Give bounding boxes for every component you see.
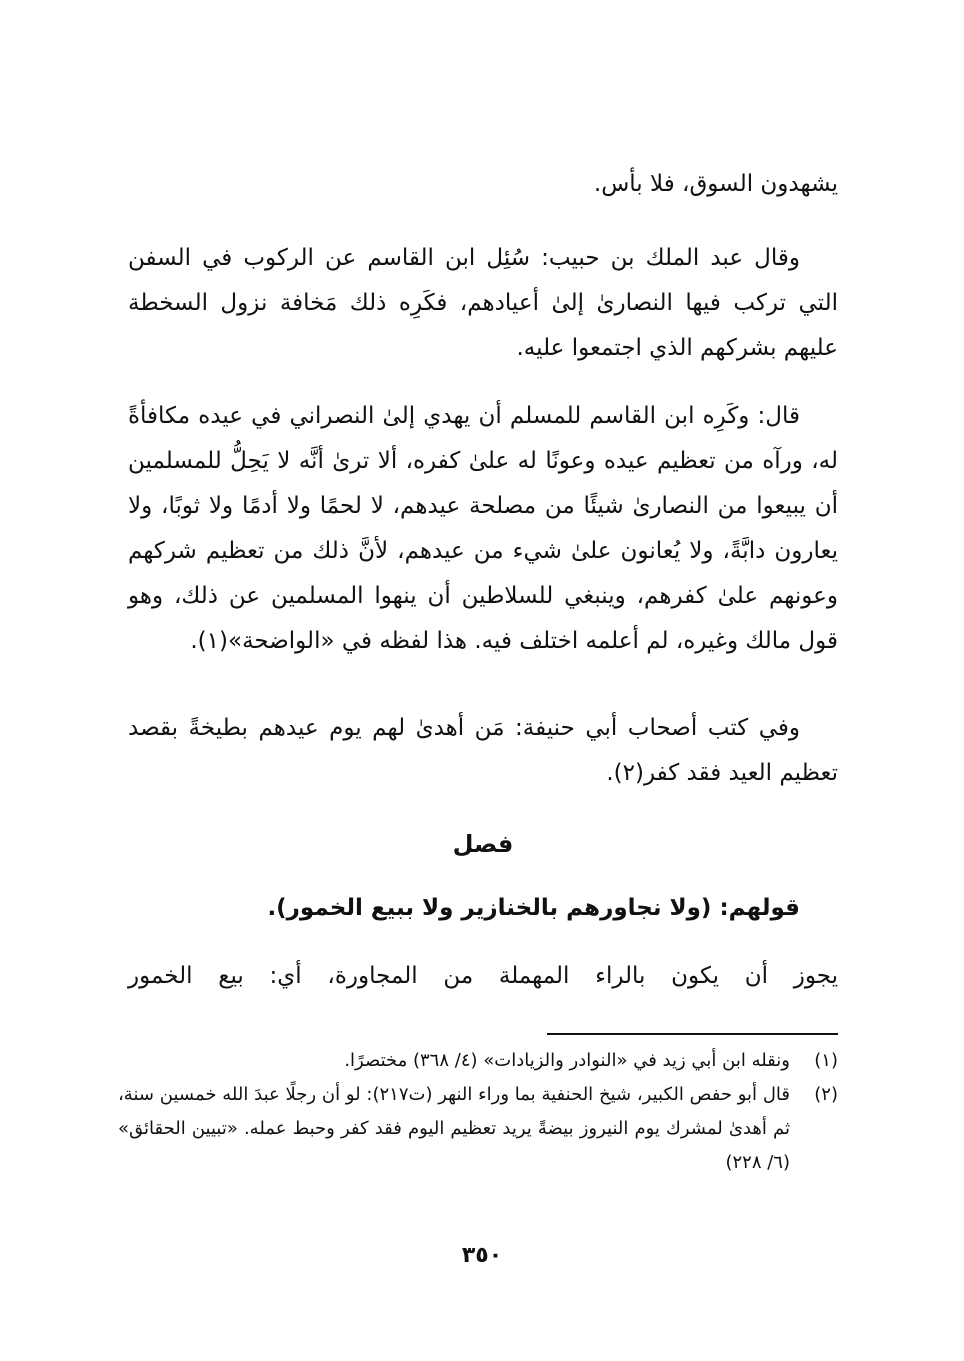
paragraph-abdulmalik: وقال عبد الملك بن حبيب: سُئِل ابن القاسم عن الركوب في السفن التي تركب فيها النصارىٰ إلىٰ أعيادهم، فكَرِه ذلك مَخافة نزول السخطة عليهم بشركهم الذي اجتمعوا عليه. (128, 245, 838, 361)
footnote-number: (٢) (814, 1084, 838, 1105)
footnote-text: ونقله ابن أبي زيد في «النوادر والزيادات» (٤/ ٣٦٨) مختصرًا. (344, 1050, 790, 1071)
paragraph-explanation: يجوز أن يكون بالراء المهملة من المجاورة، أي: بيع الخمور (128, 963, 838, 989)
footnote-1 (118, 1044, 838, 1078)
footnote-text: قال أبو حفص الكبير، شيخ الحنفية بما وراء النهر (ت٢١٧): لو أن رجلًا عبدَ الله خمسين سنة، ثم أهدىٰ لمشرك يوم النيروز بيضةً يريد تعظيم اليوم فقد كفر وحبط عمله. «تبيين الحقائق» (٦/ ٢٢٨) (118, 1084, 790, 1173)
section-heading: فصل (452, 830, 514, 858)
footnotes (118, 1044, 838, 1180)
paragraph-continuation: يشهدون السوق، فلا بأس. (593, 171, 838, 197)
footnote-2 (118, 1078, 838, 1180)
paragraph-hanafi: وفي كتب أصحاب أبي حنيفة: مَن أهدىٰ لهم يوم عيدهم بطيخةً بقصد تعظيم العيد فقد كفر(٢). (128, 715, 838, 786)
page-number: ٣٥٠ (461, 1243, 503, 1268)
footnote-divider (547, 1033, 838, 1035)
quoted-statement: قولهم: (ولا نجاورهم بالخنازير ولا ببيع الخمور). (267, 895, 800, 921)
footnote-number: (١) (814, 1050, 838, 1071)
paragraph-ibn-qasim: قال: وكَرِه ابن القاسم للمسلم أن يهدي إلىٰ النصراني في عيده مكافأةً له، ورآه من تعظيم عيده وعونًا له علىٰ كفره، ألا ترىٰ أنَّه لا يَحِلُّ للمسلمين أن يبيعوا من النصارىٰ شيئًا من مصلحة عيدهم، لا لحمًا ولا أدمًا ولا ثوبًا، ولا يعارون دابَّةً، ولا يُعانون علىٰ شيء من عيدهم، لأنَّ ذلك من تعظيم شركهم وعونهم علىٰ كفرهم، وينبغي للسلاطين أن ينهوا المسلمين عن ذلك، وهو قول مالك وغيره، لم أعلمه اختلف فيه. هذا لفظه في «الواضحة»(١). (128, 403, 838, 654)
